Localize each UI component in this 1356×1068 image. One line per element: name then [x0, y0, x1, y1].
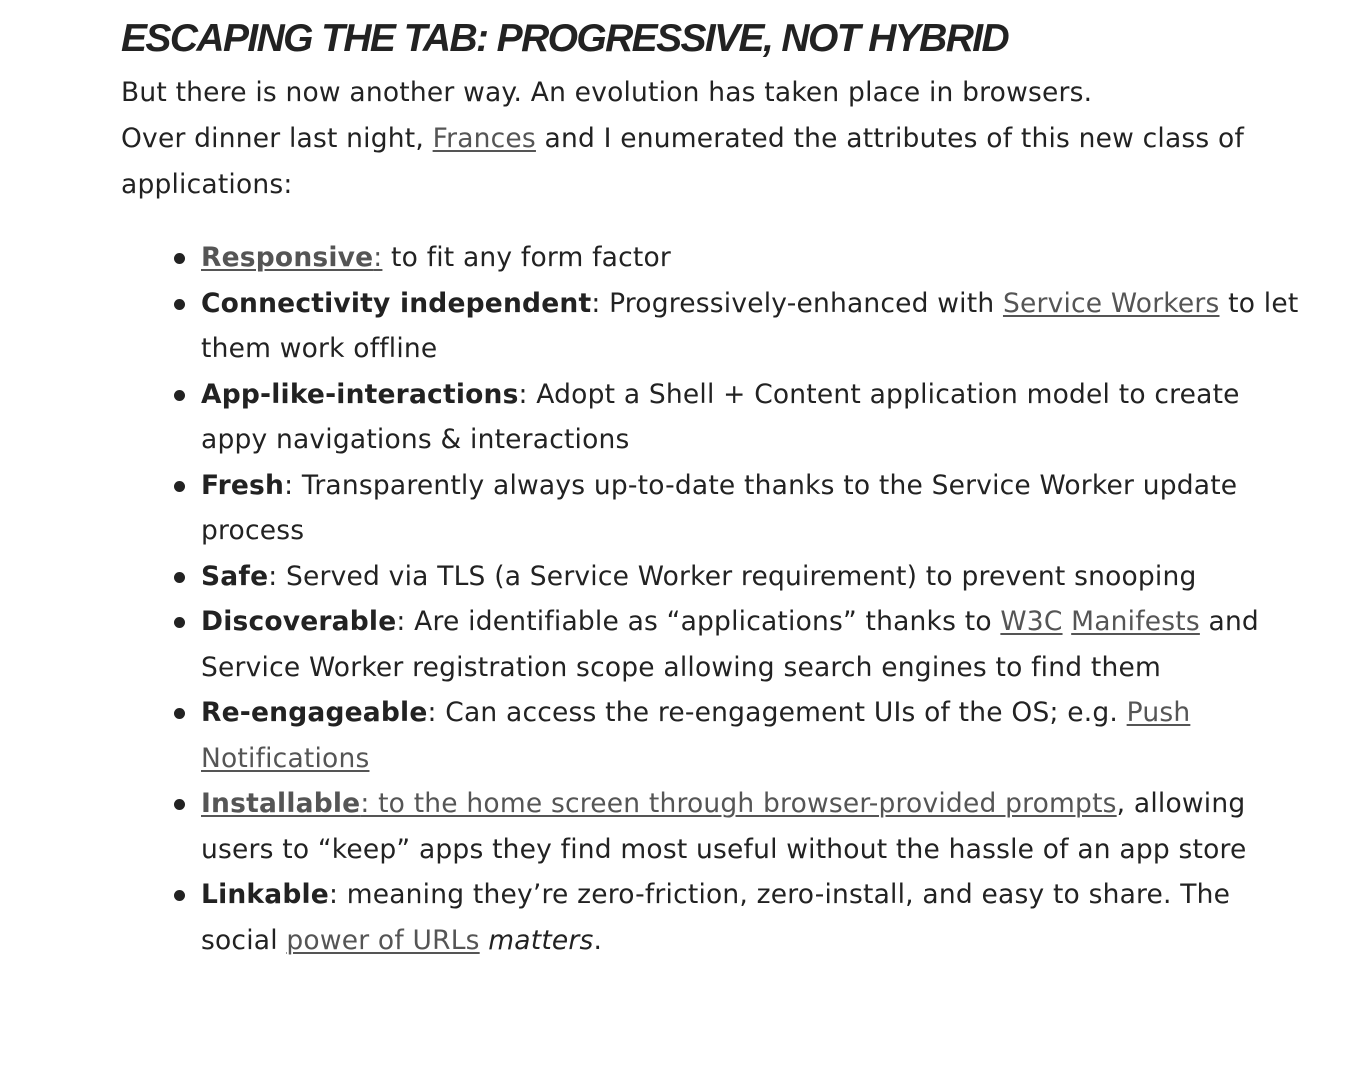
installable-term: Installable [201, 788, 361, 819]
bullet-icon [174, 481, 185, 492]
w3c-link[interactable]: W3C [1000, 606, 1063, 637]
linkable-term: Linkable [201, 879, 329, 910]
bullet-icon [174, 617, 185, 628]
attributes-list [121, 235, 1301, 963]
connectivity-text-after: to let them work offline [201, 287, 1299, 364]
section-heading: ESCAPING THE TAB: PROGRESSIVE, NOT HYBRID [121, 17, 1009, 60]
bullet-icon [174, 253, 185, 264]
discoverable-text-after: and Service Worker registration scope allowing search engines to find them [201, 606, 1259, 683]
bullet-icon [174, 708, 185, 719]
power-of-urls-link[interactable]: power of URLs [286, 924, 480, 956]
bullet-icon [174, 390, 185, 401]
linkable-emphasis: matters [488, 924, 594, 956]
fresh-text: : Transparently always up-to-date thanks to the Service Worker update process [201, 469, 1238, 546]
service-workers-link[interactable]: Service Workers [1002, 287, 1220, 319]
discoverable-term: Discoverable [201, 606, 397, 637]
dinner-paragraph [121, 116, 1301, 208]
bullet-icon [174, 572, 185, 583]
installable-text: , allowing users to “keep” apps they find most useful without the hassle of an app store [201, 788, 1247, 865]
connectivity-text-before: : Progressively-enhanced with [591, 287, 1003, 319]
fresh-term: Fresh [201, 469, 285, 501]
frances-link[interactable]: Frances [432, 123, 536, 154]
list-item-reengageable [201, 690, 1301, 781]
list-item-connectivity [201, 281, 1301, 372]
reengageable-text-before: : Can access the re-engagement UIs of the OS; e.g. [427, 697, 1127, 728]
list-item-app-like [201, 372, 1301, 463]
safe-term: Safe [201, 560, 269, 592]
list-item-linkable [201, 872, 1301, 963]
list-item-safe [201, 554, 1301, 600]
list-item-fresh [201, 463, 1301, 554]
intro-paragraph: But there is now another way. An evolution has taken place in browsers. [121, 77, 1093, 108]
installable-link-tail: : to the home screen through browser-provided prompts [360, 788, 1117, 819]
bullet-icon [174, 299, 185, 310]
dinner-text-before: Over dinner last night, [121, 123, 433, 154]
linkable-text-before: : meaning they’re zero-friction, zero-install, and easy to share. The social [201, 879, 1231, 956]
bullet-icon [174, 799, 185, 810]
discoverable-text-before: : Are identifiable as “applications” thanks to [396, 606, 1001, 637]
responsive-link[interactable] [201, 242, 382, 273]
linkable-text-after: . [593, 924, 603, 956]
dinner-text-after: and I enumerated the attributes of this new class of applications: [121, 123, 1244, 200]
bullet-icon [174, 890, 185, 901]
list-item-installable [201, 781, 1301, 872]
safe-text: : Served via TLS (a Service Worker requirement) to prevent snooping [268, 560, 1197, 592]
push-notifications-link[interactable]: Push Notifications [201, 697, 1191, 774]
manifests-link[interactable]: Manifests [1071, 606, 1200, 637]
reengageable-term: Re-engageable [201, 697, 428, 728]
article-body [121, 0, 1301, 963]
linkable-text-mid [480, 925, 489, 956]
app-like-text: : Adopt a Shell + Content application model to create appy navigations & interactions [201, 378, 1240, 455]
list-item-discoverable [201, 599, 1301, 690]
connectivity-term: Connectivity independent [201, 287, 592, 319]
installable-link[interactable] [201, 788, 1117, 819]
app-like-term: App-like-interactions [201, 378, 519, 410]
responsive-text: to fit any form factor [382, 242, 671, 273]
responsive-link-tail: : [373, 242, 383, 273]
responsive-term: Responsive [201, 242, 374, 273]
list-item-responsive [201, 235, 1301, 281]
